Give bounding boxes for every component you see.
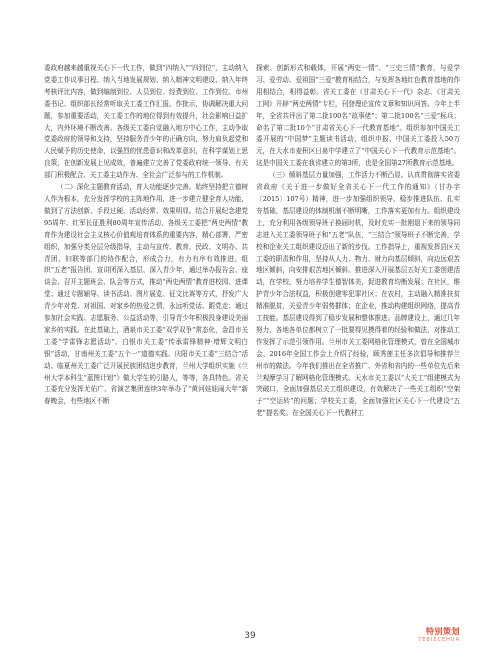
paragraph: （二）深化主题教育活动，育人功能逐步完善。始终坚持把立德树人作为根本，充分发挥学校的主阵地作用，进一步建立健全育人功能，做到了方法创新、手段过硬、活动经常、效果明显。结合开展纪念建党95周年、红军长征胜利80周年宣传活动，各级关工委把“两史两情”教育作为建设社会主义核心价值观培育体系的重要内容，精心部署、严密组织，加强分类分层分级指导，主动与宣传、教育、民政、文明办、共青团、妇联等部门的协作配合，形成合力，有力有序有效推进。组织“五老”报告团、宣讲团深入基层、深入青少年，通过举办报告会、座谈会、召开主题班会、队会等方式，推动“两史两情”教育进校园、进课堂；通过专题辅导、读书活动、图片展览、征文比赛等方式，抒发广大青少年对党、对祖国、对家乡的热爱之情，永远听党话、跟党走；通过参加社会实践、志愿服务、公益活动等，引导青少年积极投身建设美丽家乡的实践。在此基础上，酒泉市关工委“双学双争”常态化，金昌市关工委“学雷锋志愿活动”、白银市关工委“传承雷锋精神·增辉文明白银”活动，甘南州关工委“五个一”道德实践、庆阳市关工委“三结合”活动、临夏州关工委广泛开展民族团结进步教育，兰州大学组织实施《兰州大学本科生“蓝图计划”》做大学生的引路人，等等，各具特色。省关工委充分发挥尤佑广、省演艺集团连续3年举办了“黄河娃娃闹大年”新春晚会，有些地区不断 <box>44 183 248 406</box>
brand-title: 特别策划 <box>426 627 460 636</box>
right-column <box>256 63 460 420</box>
section-brand <box>418 626 460 643</box>
brand-subtitle: TEBIECEHUA <box>418 637 460 643</box>
paragraph: 探索、创新形式和载体，开展“两史一情”、“三史三情”教育，与爱学习、爱劳动、爱祖国“三爱”教育相结合，与发挥各地红色教育基地的作用相结合，相得益彰。省关工委在《甘肃关心下一代》杂志、《甘肃关工网》开辟“两史两情”专栏，刊登理论宣传文章和知识问答。今年上半年，全省共评出了第二批100名“故事佬”；第二批100名“三爱”标兵；命名了第二批10个“甘肃省关心下一代教育基地”。组织参加中国关工委开展的“中国梦”主题读书活动，组织申报、中国关工委投入50万元，在大水市麦积区日泉中学建立了“中国关心下一代教育示范基地”。这是中国关工委在我省建立的第3所，也是全国第27所教育示范基地。 <box>256 64 460 168</box>
left-column <box>44 63 248 408</box>
paragraph: （三）倾斜基层力量加强，工作活力不断凸显。认真贯彻落实省委省政府《关于进一步做好全省关心下一代工作的通知》（甘办字〔2015〕107号）精神，进一步加强组织领导，稳步推进队伍、扎实夯基础，基层建设的体制机制不断明晰，工作落实更加有力。组织建设上，充分利用各级领导班子换届时机，及时充实一批刚退下来的领导同志进入关工委领导班子和“五老”队伍，“三结合”领导班子不断完善，学校和企业关工组织建设迈出了新的步伐。工作指导上，重视发挥县区关工委的职责和作用，坚持从人力、物力、财力向基层倾斜，向边远艰苦地区倾斜，向安排艰苦地区倾斜。推进深入开展基层五好关工委创建活动，在学校、努力培养学生德智体美，促进教育均衡发展；在社区，维护青少年合法权益，积极创建零犯罪社区；在农村，主动融入精准扶贫精准脱贫，关爱青少年弱势群体；在企业，推动构建组织网络，提高青工技能。基层建设得到了稳步发展和整体推进。品牌建设上，通过几年努力，各地各单位都树立了一批要得见摸得着的经验和做法，对推动工作发挥了示范引领作用。兰州市关工委网格化管理模式，曾在全国城市会、2016年全国工作会上介绍了经验，顾秀莲主任多次倡导和推荐兰州市的做法。今年我们推出在全省推广、外省和省内的一些单位先后来兰观摩学习了解网格化管理模式。天水市关工委以“大关工”组建模式为突破口，全面加强基层关工组织建设，有效解决了一些关工组织“空架子”“空运转”的问题；学校关工委，全面加强社区关心下一代建设“五老”提名奖。在全国关心下一代教材工 <box>256 171 460 418</box>
paragraph: 委政府越来越重视关心下一代工作，做到“四纳入”“四到位”，主动纳入党委工作议事日程、纳入当地发展规划、纳入精神文明建设、纳入年终考核评比内容，做到编制到位、人员到位、经费到位、工作到位。市州委书记、组织部长经常听取关工委工作汇报、作批示，协调解决重大问题，参加重要活动，关工委工作的地位得到有效提升，社会影响日益扩大，内外环境不断改善。各级关工委自觉融入地方中心工作，主动争取党委政府的领导和支持，坚持服务青少年的正确方向，努力肩负起党和人民赋予的历史使命，以强烈的忧患意识和改革意识，在科学谋划上思良策，在创新发展上见成效，普遍建立完善了党委政府统一领导、有关部门积极配合、关工委主动作为、全社会广泛参与的工作机制。 <box>44 64 248 180</box>
page-number: 39 <box>244 631 256 641</box>
